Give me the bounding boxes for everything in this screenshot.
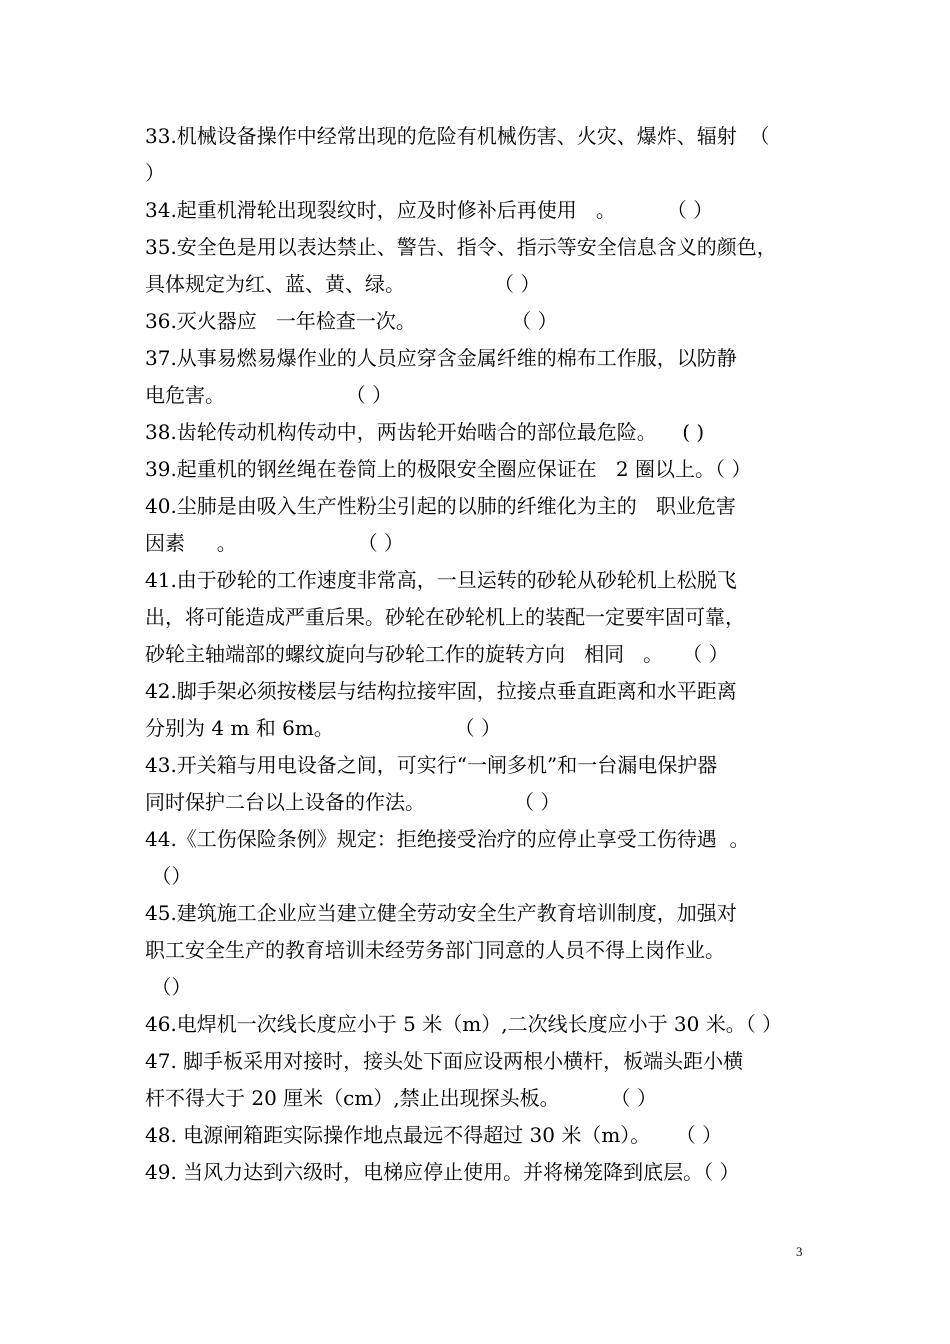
text-line: 43.开关箱与用电设备之间，可实行“一闸多机”和一台漏电保护器 [145, 753, 718, 777]
text-line: 37.从事易燃易爆作业的人员应穿含金属纤维的棉布工作服，以防静 [145, 346, 737, 370]
text-line: 电危害。 （ ） [145, 383, 393, 407]
text-line: 42.脚手架必须按楼层与结构拉接牢固，拉接点垂直距离和水平距离 [145, 679, 737, 703]
text-line: 职工安全生产的教育培训未经劳务部门同意的人员不得上岗作业。 [145, 938, 725, 962]
text-line: 38.齿轮传动机构传动中，两齿轮开始啮合的部位最危险。 ( ) [145, 420, 705, 444]
text-line: 49. 当风力达到六级时，电梯应停止使用。并将梯笼降到底层。（ ） [145, 1160, 740, 1184]
text-line: 分别为 4 m 和 6m。 （ ） [145, 716, 501, 740]
text-line: ） [145, 161, 165, 185]
text-line: 41.由于砂轮的工作速度非常高，一旦运转的砂轮从砂轮机上松脱飞 [145, 568, 737, 592]
text-line: 47. 脚手板采用对接时，接头处下面应设两根小横杆，板端头距小横 [145, 1049, 744, 1073]
question-list [145, 118, 810, 1191]
page-number: 3 [796, 1244, 803, 1259]
text-line: 同时保护二台以上设备的作法。 （ ） [145, 790, 561, 814]
text-line: 砂轮主轴端部的螺纹旋向与砂轮工作的旋转方向 相同 。 （ ） [145, 642, 729, 666]
text-line: 34.起重机滑轮出现裂纹时，应及时修补后再使用 。 （ ） [145, 198, 714, 222]
text-line: 40.尘肺是由吸入生产性粉尘引起的以肺的纤维化为主的 职业危害 [145, 494, 736, 518]
text-line: 39.起重机的钢丝绳在卷筒上的极限安全圈应保证在 2 圈以上。（ ） [145, 457, 752, 481]
text-line: 35.安全色是用以表达禁止、警告、指令、指示等安全信息含义的颜色， [145, 235, 777, 259]
text-line: 44.《工伤保险条例》规定：拒绝接受治疗的应停止享受工伤待遇 。 [145, 827, 750, 851]
text-line: 出，将可能造成严重后果。砂轮在砂轮机上的装配一定要牢固可靠， [145, 605, 745, 629]
text-line: （） [145, 975, 192, 999]
text-line: 杆不得大于 20 厘米（cm）,禁止出现探头板。 （ ） [145, 1086, 657, 1110]
text-line: 具体规定为红、蓝、黄、绿。 （ ） [145, 272, 541, 296]
text-line: 45.建筑施工企业应当建立健全劳动安全生产教育培训制度，加强对 [145, 901, 737, 925]
text-line: （） [145, 864, 192, 888]
text-line: 48. 电源闸箱距实际操作地点最远不得超过 30 米（m）。 （ ） [145, 1123, 723, 1147]
text-line: 33.机械设备操作中经常出现的危险有机械伤害、火灾、爆炸、辐射 （ [145, 124, 770, 148]
text-line: 因素 。 （ ） [145, 531, 404, 555]
text-line: 46.电焊机一次线长度应小于 5 米（m）,二次线长度应小于 30 米。（ ） [145, 1012, 783, 1036]
text-line: 36.灭火器应 一年检查一次。 （ ） [145, 309, 558, 333]
